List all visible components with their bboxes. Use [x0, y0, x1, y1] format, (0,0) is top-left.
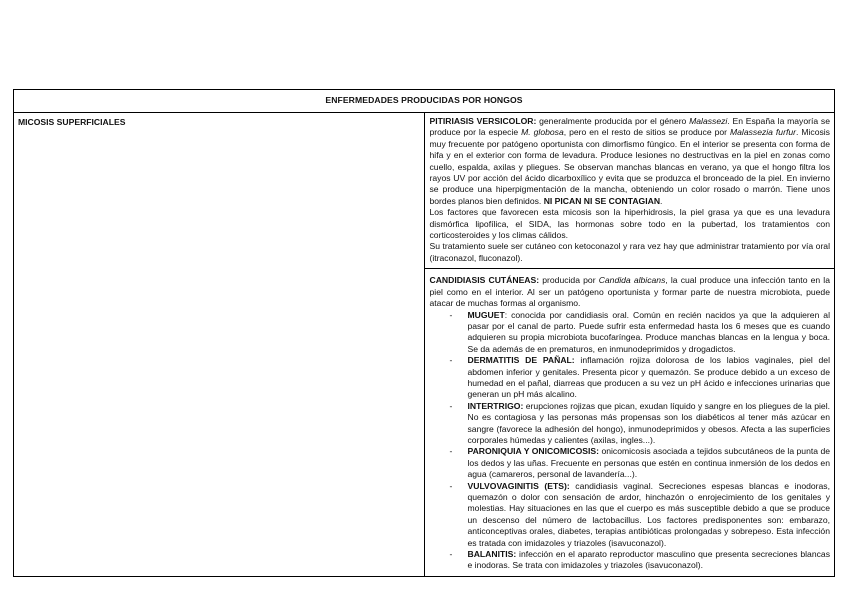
table-header: ENFERMEDADES PRODUCIDAS POR HONGOS [14, 90, 835, 113]
pitiriasis-text-2: . En España la mayoría se produce por la especie [429, 116, 830, 138]
list-item-vulvovaginitis [449, 480, 831, 549]
list-item-title: DERMATITIS DE PAÑAL: [467, 355, 575, 366]
pitiriasis-text-1: generalmente producida por el género [536, 116, 690, 126]
pitiriasis-text-3: , pero en el resto de sitios se produce por [563, 127, 730, 138]
candidiasis-cell [424, 269, 835, 577]
list-item-text: infección en el aparato reproductor masculino que presenta secreciones blancas e inodoras. Se trata con imidazoles y triazoles (isavuconazol). [467, 549, 830, 571]
pitiriasis-factors: Los factores que favorecen esta micosis son la hiperhidrosis, la piel grasa ya que es una levadura dismórfica lipofílica, el SIDA, las hormonas sobre todo en la pubertad, los tratamientos con corticosteroides y los climas cálidos. [429, 207, 830, 241]
candidiasis-species: Candida albicans [598, 275, 666, 286]
pitiriasis-paragraph [430, 116, 831, 207]
list-item-title: BALANITIS: [467, 549, 517, 560]
list-item-dermatitis [449, 355, 831, 401]
list-item-balanitis [449, 549, 831, 572]
pitiriasis-treatment: Su tratamiento suele ser cutáneo con ketoconazol y rara vez hay que administrar tratamiento por vía oral (itraconazol, fluconazol). [429, 241, 830, 263]
bullet-dash: - [449, 309, 453, 320]
list-item-text: erupciones rojizas que pican, exudan líquido y sangre en los pliegues de la piel. No es contagiosa y las personas más propensas son los diabéticos al tener más azúcar en sangre (favorece la adhesión del hongo), inmunodeprimidos y obesos. Afecta a las superficies corporales húmedas y calientes (axilas, ingles...). [467, 400, 830, 445]
candidiasis-list [430, 310, 831, 572]
bullet-dash: - [449, 355, 453, 366]
list-item-text: : conocida por candidiasis oral. Común en recién nacidos ya que la adquieren al pasar por el canal de parto. Puede sufrir esta enfermedad hasta los 6 meses que es cuando adquieren su propia microbiota bucofaríngea. Produce manchas blancas en la lengua y boca. Se da además de en prematuros, en inmunodeprimidos y drogadictos. [467, 309, 830, 354]
list-item-title: MUGUET [467, 309, 505, 320]
list-item-title: INTERTRIGO: [467, 400, 524, 411]
pitiriasis-text-5: . [660, 195, 663, 206]
list-item-title: PARONIQUIA Y ONICOMICOSIS: [467, 446, 600, 457]
list-item-paroniquia [449, 446, 831, 480]
row-label-micosis-superficiales: MICOSIS SUPERFICIALES [14, 113, 425, 577]
pitiriasis-cell [424, 113, 835, 269]
bullet-dash: - [449, 480, 453, 491]
diseases-table [13, 89, 835, 577]
candidiasis-text-2: , la cual produce una infección tanto en la piel como en el interior. Al ser un patógeno oportunista y formar parte de nuestra microbiota, puede atacar de muchas formas al organismo. [429, 275, 830, 309]
list-item-text: inflamación rojiza dolorosa de los labios vaginales, piel del abdomen inferior y genitales. Presenta picor y quemazón. Se produce debido a un exceso de humedad en el pañal, diarreas que producen a su vez un pH ácido e infecciones urinarias que generan un pH más alcalino. [467, 355, 830, 400]
candidiasis-intro [430, 275, 831, 309]
list-item-muguet [449, 309, 831, 356]
pitiriasis-emphasis: NI PICAN NI SE CONTAGIAN [543, 195, 661, 206]
pitiriasis-title: PITIRIASIS VERSICOLOR: [429, 116, 537, 126]
candidiasis-title: CANDIDIASIS CUTÁNEAS: [429, 275, 540, 286]
list-item-text: candidiasis vaginal. Secreciones espesas blancas e inodoras, quemazón o dolor con sensación de ardor, hinchazón o enrojecimiento de los genitales y molestias. Hay situaciones en las que el cuerpo es más susceptible debido a que se produce un descenso del número de lactobacillus. Los factores predisponentes son: embarazo, anticonceptivas orales, diabetes, terapias antibióticas prolongadas y sobrepeso. Esta infección es tratada con imidazoles y triazoles (isavuconazol). [467, 480, 830, 548]
list-item-text: onicomicosis asociada a tejidos subcutáneos de la punta de los dedos y las uñas. Frecuente en personas que estén en continua inmersión de los dedos en agua (camareros, personal de lavandería...). [467, 446, 831, 480]
list-item-intertrigo [449, 400, 831, 447]
bullet-dash: - [449, 400, 453, 411]
pitiriasis-text-4: . Micosis muy frecuente por patógeno oportunista con dimorfismo fúngico. En el interior se presenta con forma de hifa y en el exterior con forma de levadura. Produce lesiones no destructivas en la piel en zonas como cuello, espalda, axilas y pliegues. Se observan manchas blancas en verano, ya que el hongo filtra los rayos UV por acción del ácido dicarboxílico y evita que se produzca el bronceado de la piel. En invierno se produce una hiperpigmentación de la mancha, obteniendo un color rosado o marrón. Tiene unos bordes planos bien definidos. [429, 127, 830, 206]
candidiasis-text-1: producida por [539, 275, 599, 286]
bullet-dash: - [449, 446, 453, 457]
pitiriasis-genus: Malassezi [689, 116, 728, 126]
pitiriasis-species-furfur: Malassezia furfur [729, 127, 796, 138]
pitiriasis-species-globosa: M. globosa [521, 127, 564, 138]
bullet-dash: - [449, 549, 453, 560]
list-item-title: VULVOVAGINITIS (ETS): [467, 480, 570, 491]
